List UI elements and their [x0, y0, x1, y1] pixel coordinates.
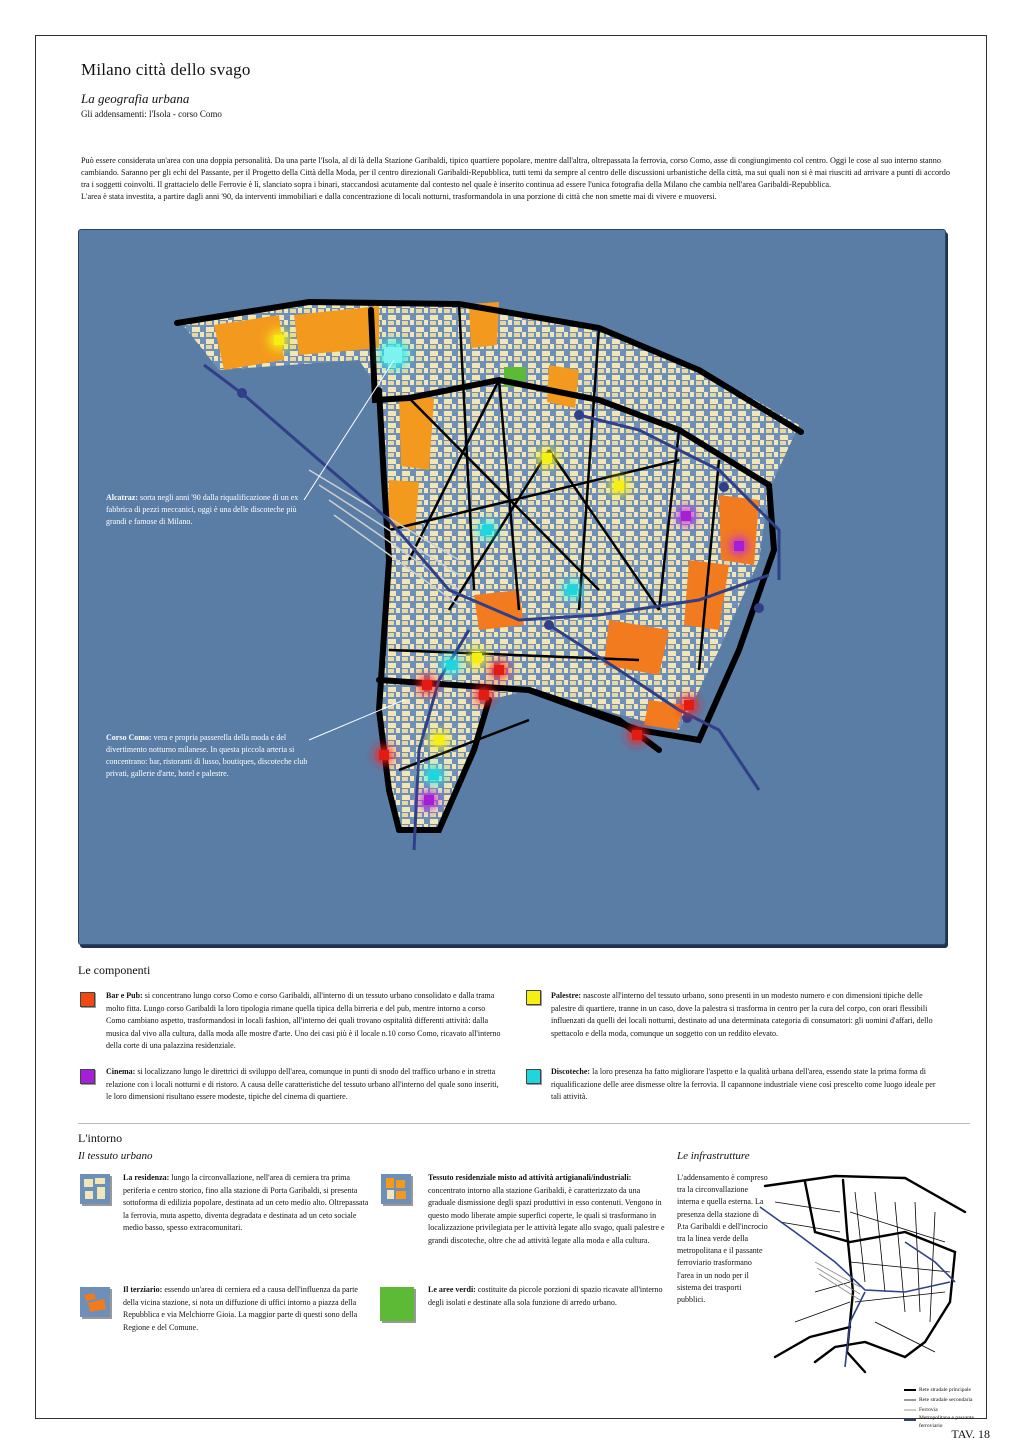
verdi-name: Le aree verdi: — [428, 1285, 476, 1294]
page-subsubtitle: Gli addensamenti: l'Isola - corso Como — [81, 109, 222, 119]
bar-pub-swatch — [80, 992, 95, 1007]
palestre-text: nascoste all'interno del tessuto urbano, sono presenti in un modesto numero e con dimensioni tipiche delle palestre di quartiere, tranne in un caso, dove la palestra si trasforma in centro per la cura del corpo, con orari flessibili influenzati da quelli dei locali notturni, destinato ad una determinata categoria di consumatori: gli uomini d'affari, dello spettacolo e della moda, comunque un soggetto con un reddito elevato. — [551, 991, 933, 1038]
infrastrutture-text: L'addensamento è compreso tra la circonvallazione interna e quella esterna. La presenza della stazione di P.ta Garibaldi e dell'incrocio tra la linea verde della metropolitana e il passante ferroviario trasformano l'area in un nodo per il sistema dei trasporti pubblici. — [677, 1173, 768, 1305]
infrastructure-map — [755, 1172, 975, 1382]
intro-paragraph-2: L'area è stata investita, a partire dagli anni '90, da interventi immobiliari e dalla concentrazione di locali notturni, trasformandola in una porzione di città che non smette mai di vivere e muoversi. — [81, 192, 717, 201]
page-title: Milano città dello svago — [81, 60, 251, 79]
misto-tile — [381, 1174, 411, 1204]
urban-map — [78, 229, 946, 945]
intro-text — [81, 155, 951, 203]
discoteche-text: la loro presenza ha fatto migliorare l'aspetto e la qualità urbana dell'area, essendo state la prima forma di riqualificazione delle aree dismesse oltre la ferrovia. Il capannone industriale viene così prescelto come luogo ideale per tali attività. — [551, 1067, 936, 1101]
alcatraz-annotation — [106, 492, 316, 528]
corso-como-name: Corso Como: — [106, 733, 152, 742]
terziario-tile — [80, 1287, 110, 1317]
legend-main-roads: Rete stradale principale — [919, 1387, 971, 1393]
page-subtitle: La geografia urbana — [81, 91, 190, 106]
cinema-text: si localizzano lungo le direttrici di sviluppo dell'area, comunque in punti di snodo del traffico urbano e in stretta relazione con i locali notturni e di ristoro. A causa delle caratteristiche del tessuto urbano all'interno del quale sono inseriti, le loro dimensioni risultano essere modeste, tipiche del cinema di quartiere. — [106, 1067, 499, 1101]
misto-description — [428, 1172, 666, 1247]
corso-como-annotation — [106, 732, 316, 780]
legend-metro: Metropolitana e passante ferroviario — [919, 1415, 974, 1429]
palestre-swatch — [526, 990, 541, 1005]
residenza-tile-icon — [80, 1174, 110, 1204]
legend-secondary-roads: Rete stradale secondaria — [919, 1397, 973, 1403]
infrastrutture-heading: Le infrastrutture — [677, 1150, 750, 1162]
misto-tile-icon — [381, 1174, 411, 1204]
section-divider — [78, 1123, 970, 1124]
corso-como-text: vera e propria passerella della moda e del divertimento notturno milanese. In questa piccola arteria si concentrano: bar, ristoranti di lusso, boutiques, discoteche club privati, gallerie d'arte, hotel e palestre. — [106, 733, 308, 778]
terziario-description — [123, 1284, 373, 1334]
terziario-text: essendo un'area di cerniera ed a causa dell'influenza da parte della vicina stazione, si nota un diffuzione di uffici intorno a piazza della Repubblica e via Melchiorre Gioia. La maggior parte di questi sono della Regione e del Comune. — [123, 1285, 358, 1332]
palestre-name: Palestre: — [551, 991, 582, 1000]
discoteche-description — [551, 1066, 947, 1104]
legend-railway: Ferrovia — [919, 1407, 938, 1413]
cinema-swatch — [80, 1069, 95, 1084]
tessuto-heading: Il tessuto urbano — [78, 1150, 153, 1162]
residenza-name: La residenza: — [123, 1173, 170, 1182]
cinema-name: Cinema: — [106, 1067, 136, 1076]
palestre-description — [551, 990, 947, 1040]
misto-name: Tessuto residenziale misto ad attività artigianali/industriali: — [428, 1173, 632, 1182]
componenti-heading: Le componenti — [78, 963, 151, 977]
residenza-description — [123, 1172, 373, 1235]
bar-pub-name: Bar e Pub: — [106, 991, 143, 1000]
residenza-text: lungo la circonvallazione, nell'area di cerniera tra prima periferia e centro storico, fino alla stazione di Porta Garibaldi, si presenta sottoforma di edilizia popolare, destinata ad un ceto medio alto. Oltrepassata la ferrovia, muta aspetto, diventa degradata e destinata ad un ceto sociale medio basso, spesso extracomunitari. — [123, 1173, 369, 1232]
verdi-text: costituite da piccole porzioni di spazio ricavate all'interno degli isolati e destinate alla sola funzione di arredo urbano. — [428, 1285, 663, 1307]
discoteche-name: Discoteche: — [551, 1067, 591, 1076]
residenza-tile — [80, 1174, 110, 1204]
verdi-description — [428, 1284, 666, 1309]
terziario-tile-icon — [80, 1287, 110, 1317]
discoteche-swatch — [526, 1069, 541, 1084]
intorno-heading: L'intorno — [78, 1131, 123, 1145]
alcatraz-name: Alcatraz: — [106, 493, 138, 502]
terziario-name: Il terziario: — [123, 1285, 163, 1294]
misto-text: concentrato intorno alla stazione Garibaldi, è caratterizzato da una graduale dismissione degli spazi produttivi in esso contenuti. Vengono in questo modo liberate ampie superfici coperte, le quali si trasformano in localizzazione privilegiata per le attività legate allo svago, quali palestre e grandi discoteche, oltre che ad attività legate alla moda e alla cultura. — [428, 1185, 665, 1245]
intro-paragraph-1: Può essere considerata un'area con una doppia personalità. Da una parte l'Isola, al di là della Stazione Garibaldi, tipico quartiere popolare, mentre dall'altra, oltrepassata la ferrovia, corso Como, asse di congiungimento col centro. Oggi le cose al suo interno stanno cambiando. Saranno per gli echi del Passante, per il Progetto della Città della Moda, per il centro direzionali Garibaldi-Repubblica, tutti temi da sempre al centro delle discussioni urbanistiche della città, ma sui quali non si è mai riusciti ad arrivare a punti di accordo tra i soggetti coinvolti. Il grattacielo delle Ferrovie è lì, slanciato sopra i binari, staccandosi acutamente dal contesto nel quale è inserito continua ad essere l'unica fotografia della Milano che cambia nell'area Garibaldi-Repubblica. — [81, 156, 950, 189]
map-svg — [79, 230, 945, 944]
verdi-tile — [380, 1287, 414, 1321]
cinema-description — [106, 1066, 506, 1104]
bar-pub-text: si concentrano lungo corso Como e corso Garibaldi, all'interno di un tessuto urbano consolidato e dalla trama molto fitta. Lungo corso Garibaldi la loro tipologia rimane quella tipica della birreria e del pub, mentre intorno a corso Como cambiano aspetto, trasformandosi in locali fashion, all'interno dei quali trovano ospitalità differenti attività: dalla musica dal vivo alla cultura, dalla moda alle mostre d'arte. Uno dei casi più è il locale n.10 corso Como, ricavato all'interno della corte di una palazzina residenziale. — [106, 991, 501, 1050]
legend-line-samples — [904, 1387, 918, 1425]
bar-pub-description — [106, 990, 506, 1053]
table-number: TAV. 18 — [951, 1427, 990, 1441]
alcatraz-text: sorta negli anni '90 dalla riqualificazione di un ex fabbrica di pezzi meccanici, oggi è una delle discoteche più grandi e famose di Milano. — [106, 493, 299, 526]
